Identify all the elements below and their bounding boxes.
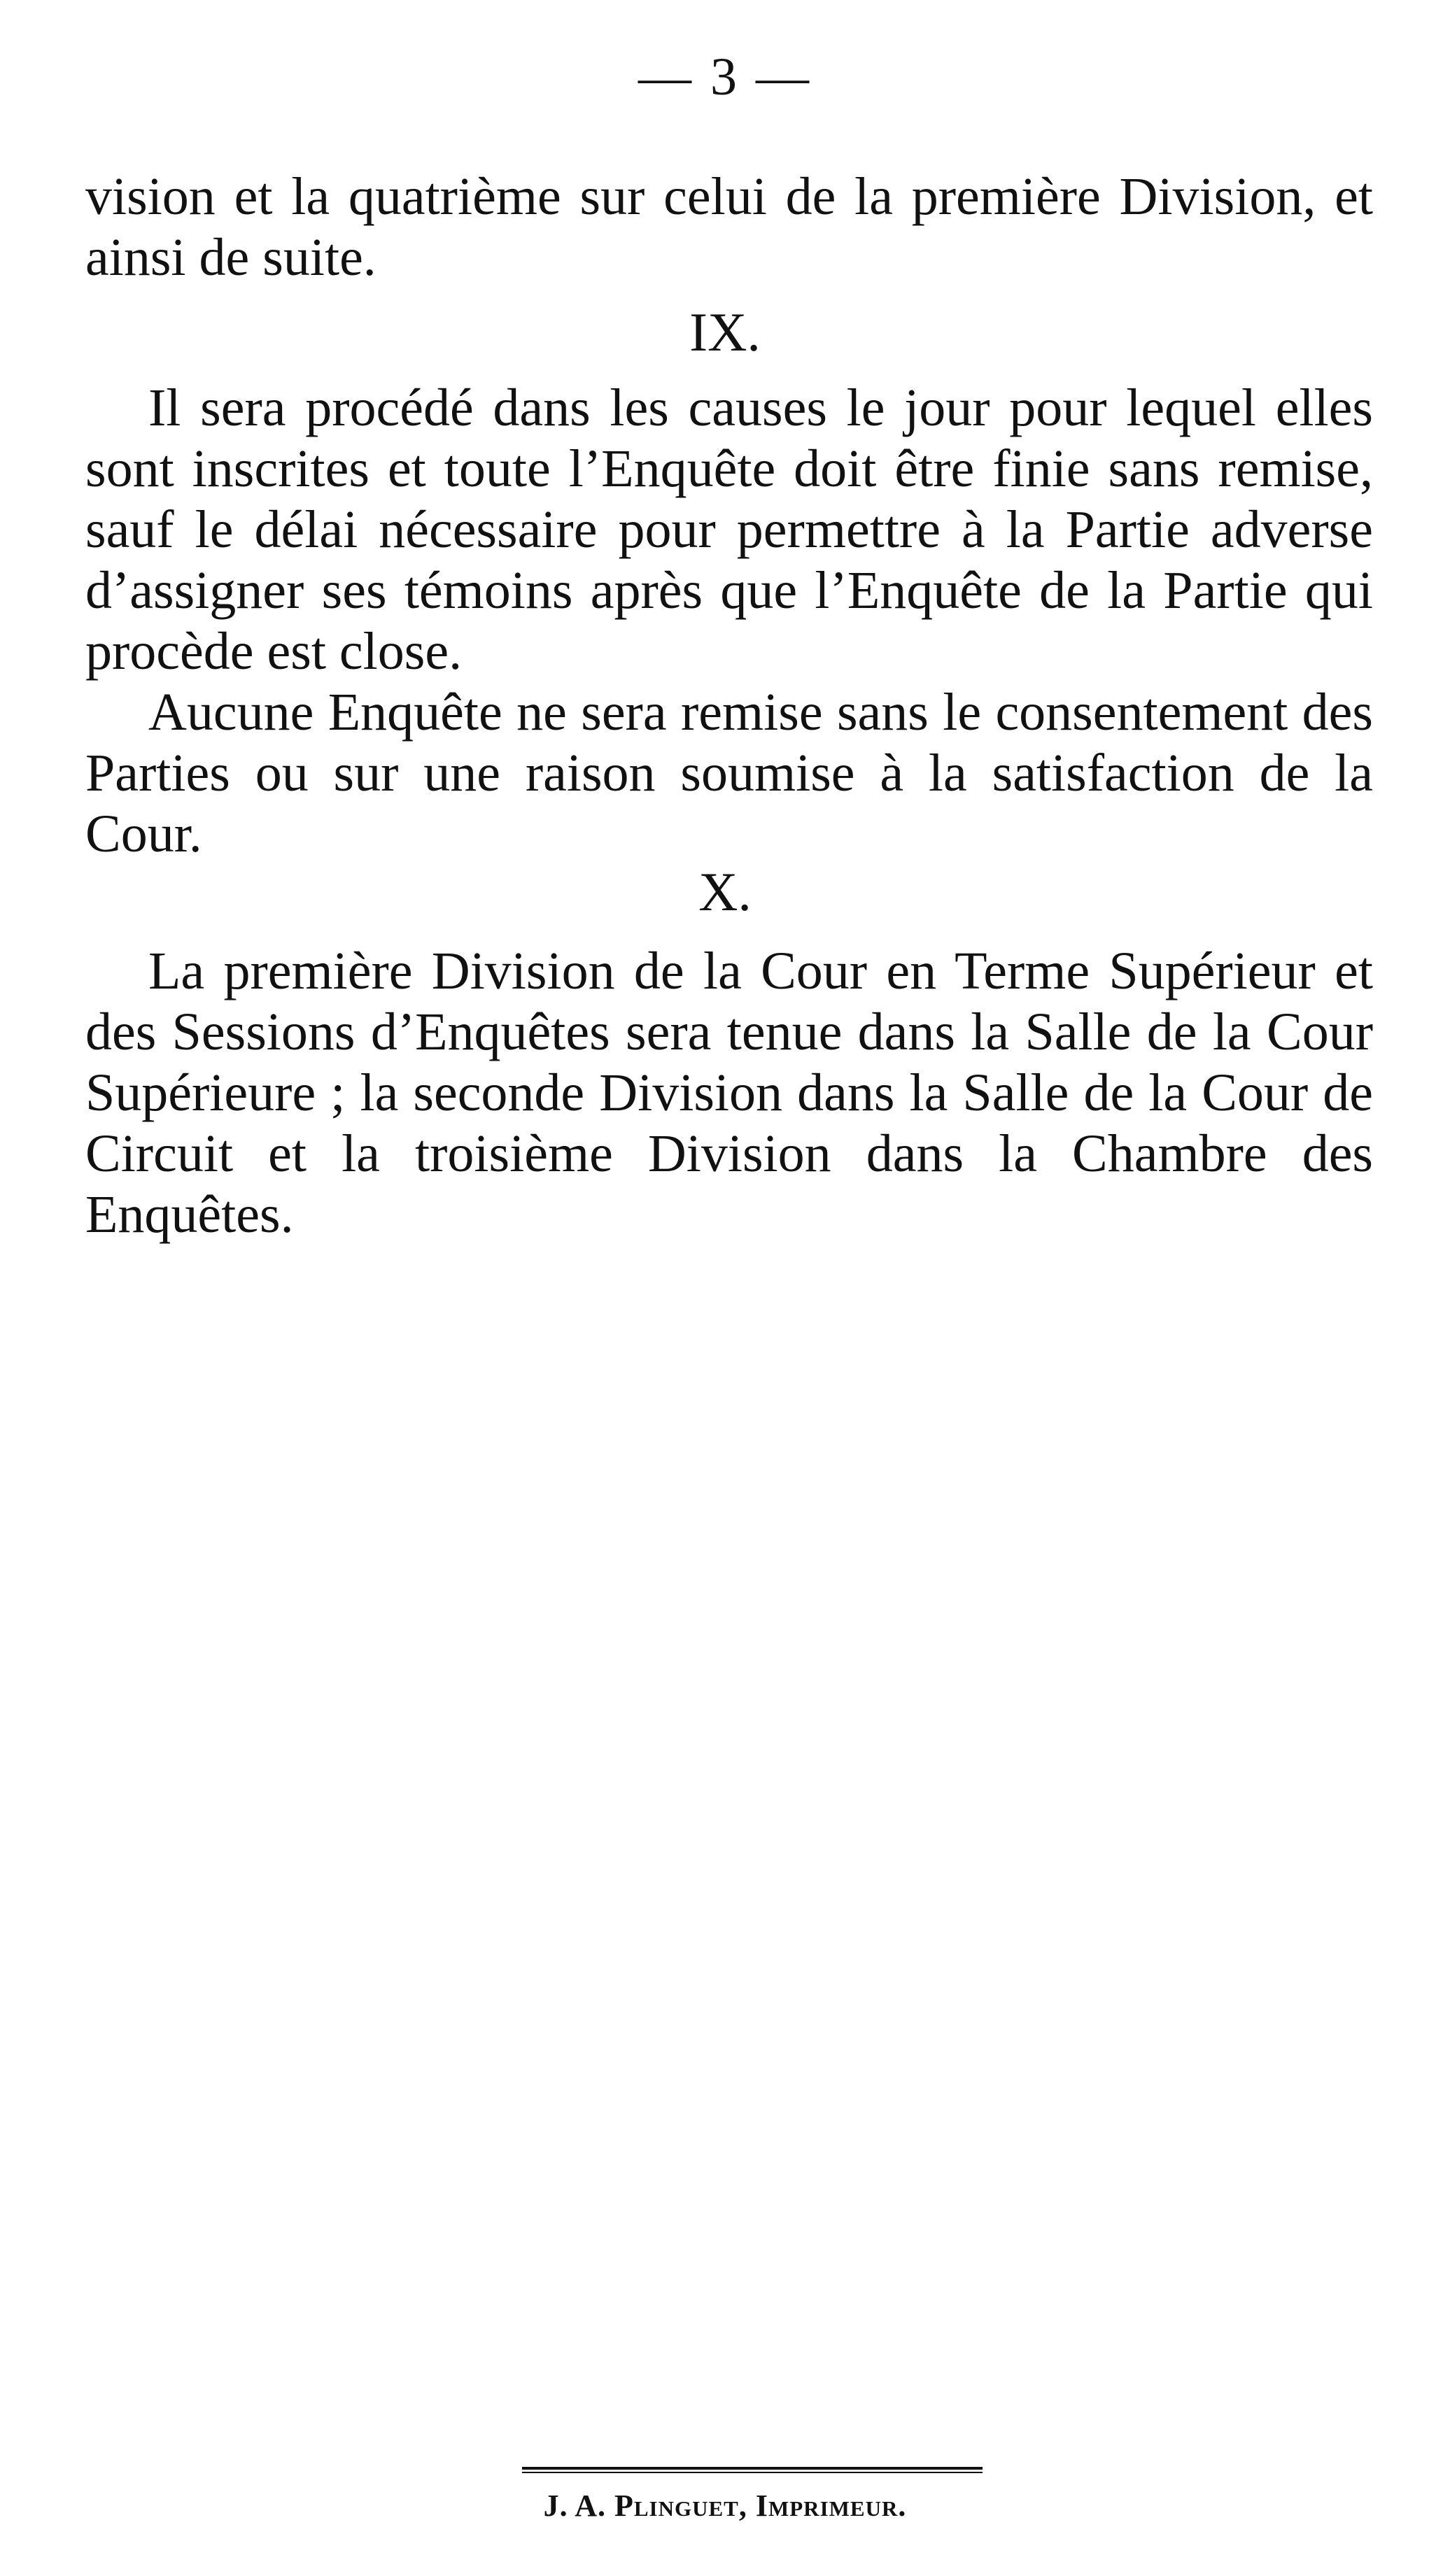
page-number: — 3 — xyxy=(638,48,812,106)
section-heading-ix: IX. xyxy=(689,302,761,362)
section-x-body xyxy=(85,941,1373,1245)
section-ix-paragraph-1: Il sera procédé dans les causes le jour pour lequel elles sont inscrites et toute l’Enquête doit être finie sans remise, sauf le délai nécessaire pour permettre à la Partie adverse d’assigner ses témoins après que l’Enquête de la Partie qui procède est close. xyxy=(85,378,1373,681)
continuation-paragraph xyxy=(85,167,1373,288)
footer-divider xyxy=(522,2467,983,2473)
printer-imprint: J. A. Plinguet, Imprimeur. xyxy=(543,2489,907,2523)
continuation-text: vision et la quatrième sur celui de la première Division, et ainsi de suite. xyxy=(85,167,1373,287)
section-heading-x: X. xyxy=(698,861,752,922)
section-ix-paragraph-2: Aucune Enquête ne sera remise sans le consentement des Parties ou sur une raison soumise à la satisfaction de la Cour. xyxy=(85,683,1373,863)
section-x-paragraph-1: La première Division de la Cour en Terme Supérieur et des Sessions d’Enquêtes sera tenue dans la Salle de la Cour Supérieure ; la seconde Division dans la Salle de la Cour de Circuit et la troisième Division dans la Chambre des Enquêtes. xyxy=(85,942,1373,1244)
section-ix-body xyxy=(85,378,1373,865)
